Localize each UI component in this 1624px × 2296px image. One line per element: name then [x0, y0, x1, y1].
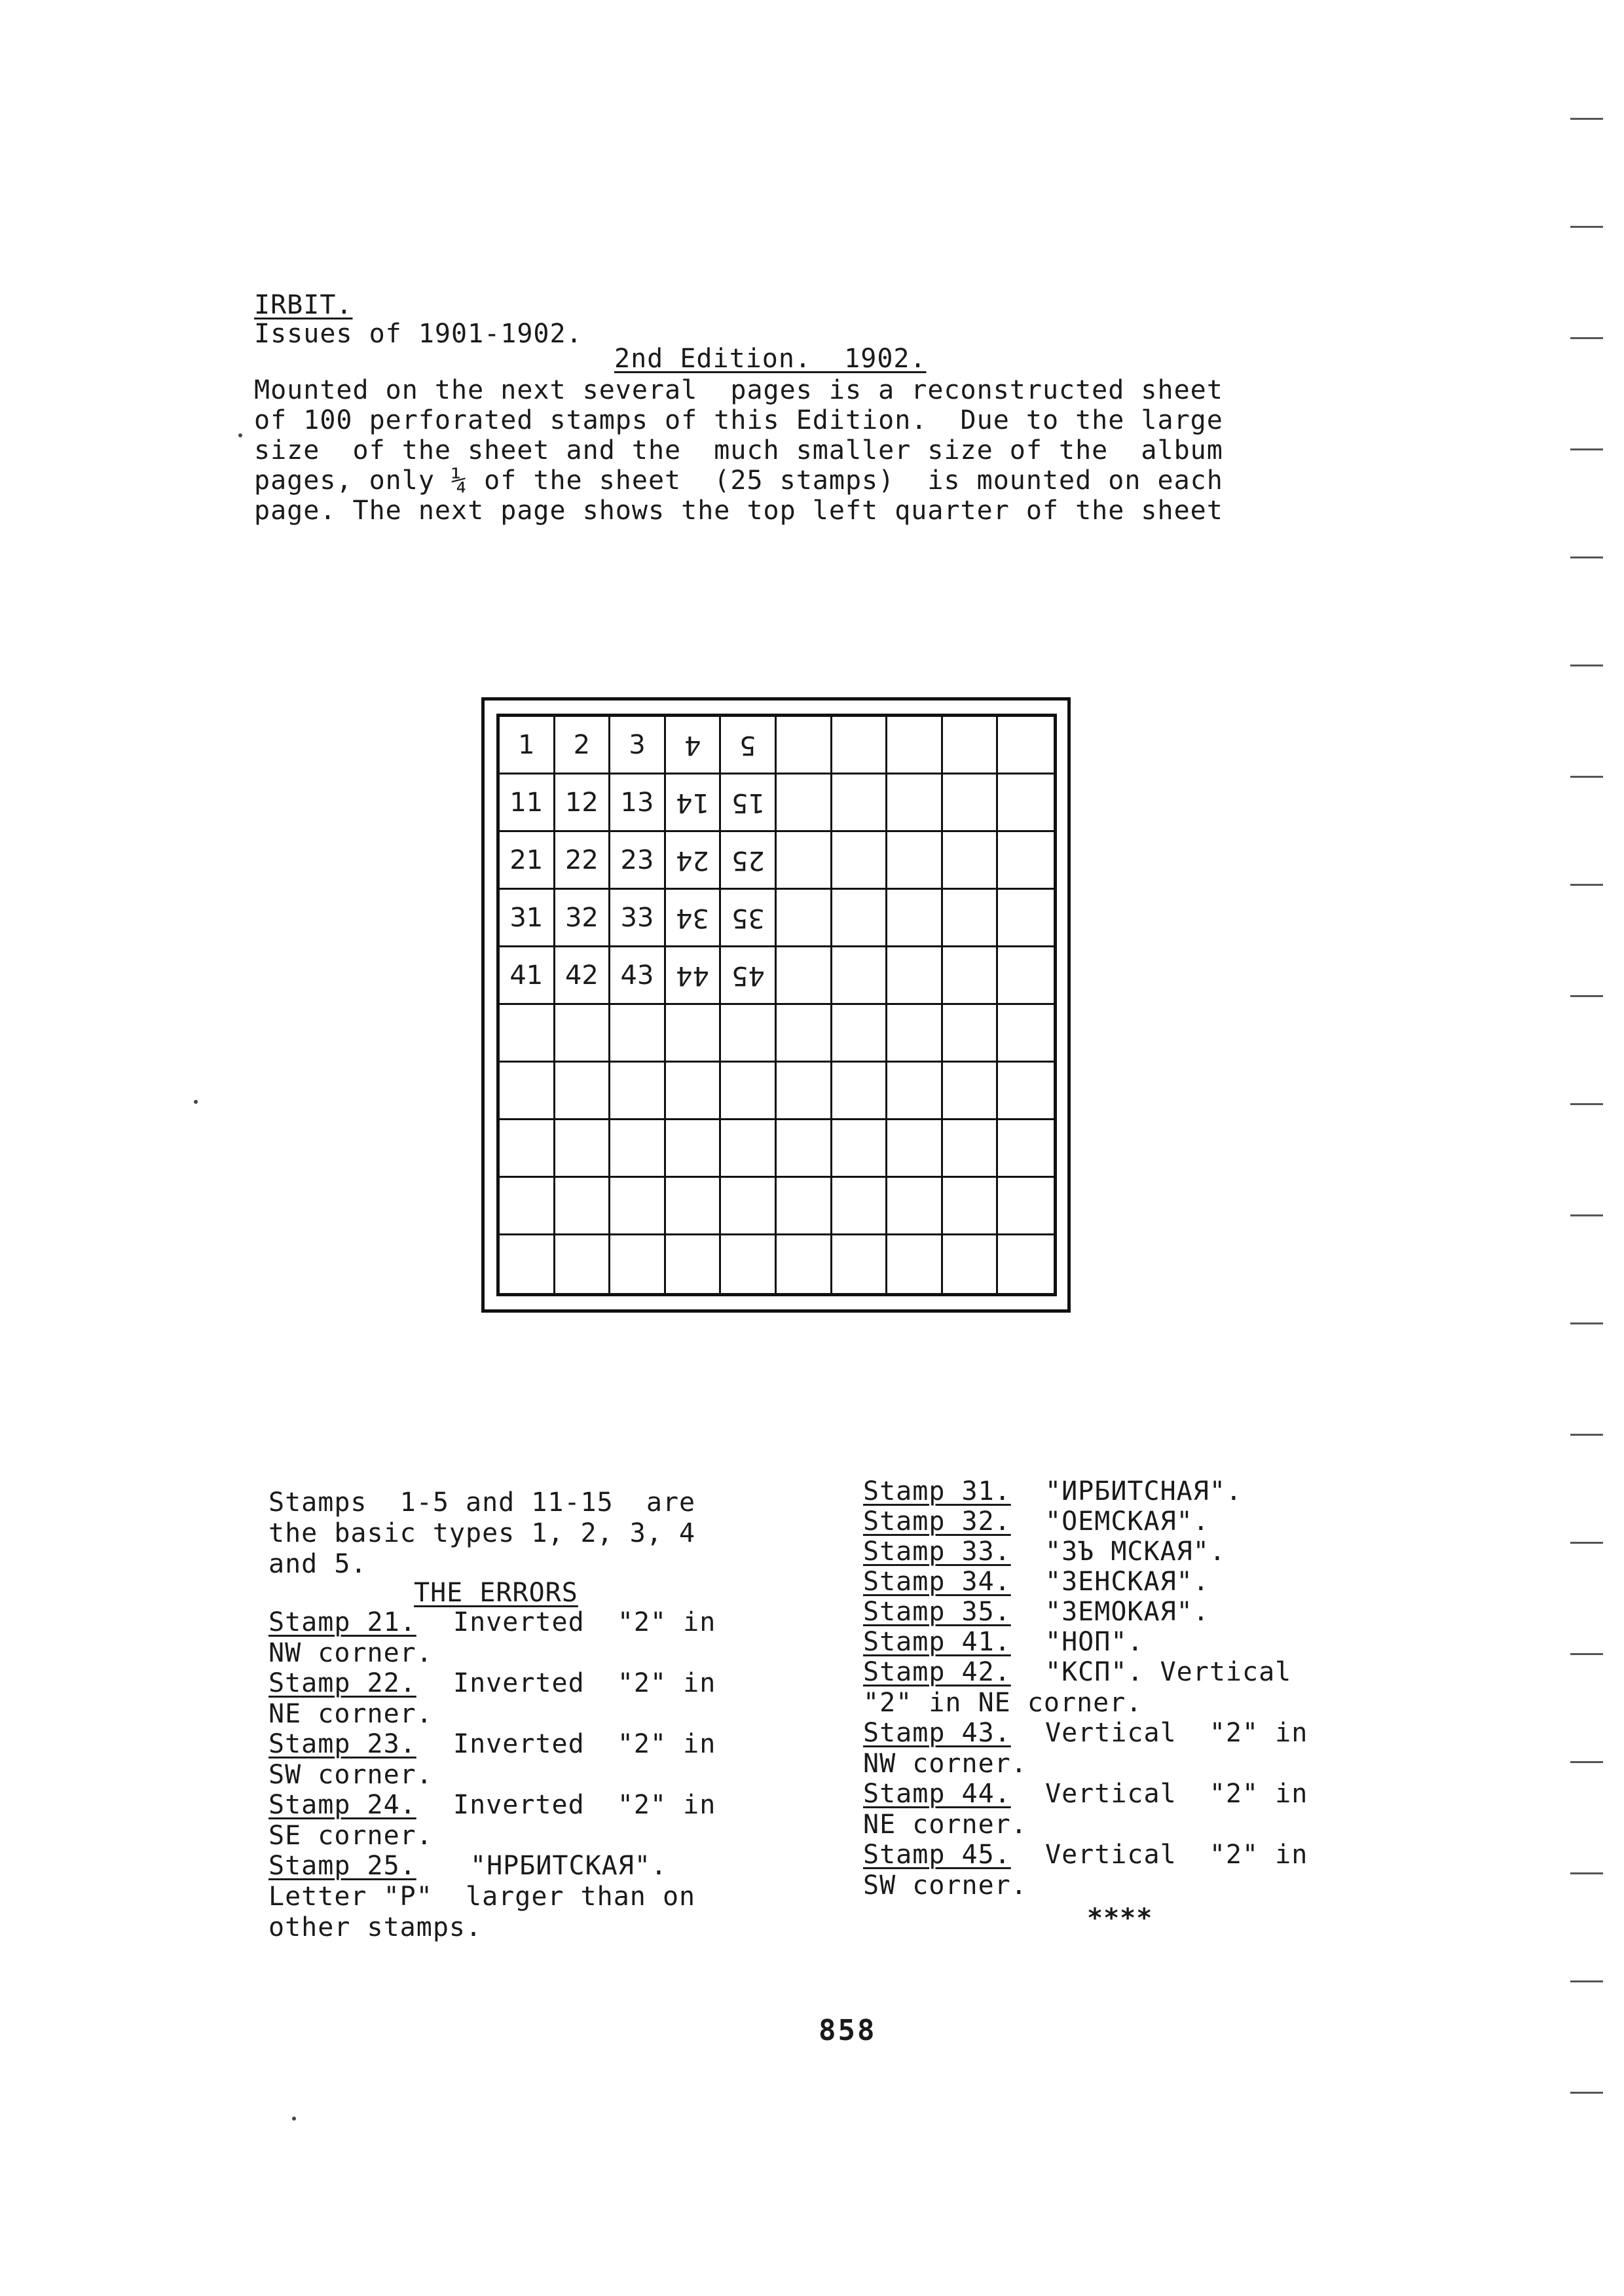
stamp-label: Stamp 21.: [268, 1607, 416, 1637]
stamp-description: NE corner.: [268, 1699, 433, 1729]
edge-mark: [1570, 118, 1603, 120]
edge-mark: [1570, 1103, 1603, 1105]
stamp-position-cell: [500, 832, 555, 890]
stamp-label: Stamp 43.: [863, 1718, 1011, 1748]
stamp-label: Stamp 31.: [863, 1476, 1011, 1506]
stamp-number: 22: [564, 845, 599, 875]
scan-speck: [194, 1100, 198, 1104]
stamp-position-cell: [610, 1235, 666, 1293]
stamp-description: Vertical "2" in: [1045, 1840, 1308, 1870]
sheet-diagram-frame: [481, 697, 1071, 1313]
stamp-position-cell: [777, 717, 832, 774]
edge-mark: [1570, 1872, 1603, 1874]
stamp-position-cell: [555, 774, 611, 832]
stamp-position-cell: [943, 890, 999, 947]
stamp-position-cell: [777, 774, 832, 832]
stamp-number: 41: [509, 960, 544, 991]
edge-mark: [1570, 226, 1603, 228]
basic-types-line: Stamps 1-5 and 11-15 are: [268, 1487, 696, 1518]
stamp-position-cell: [721, 1178, 777, 1235]
stamp-description: SW corner.: [268, 1760, 433, 1790]
stamp-position-cell: [555, 1178, 611, 1235]
stamp-description: "ИРБИТСНАЯ".: [1045, 1476, 1242, 1506]
stamp-position-cell: [887, 774, 943, 832]
stamp-position-cell: [943, 1120, 999, 1178]
stamp-position-cell: [777, 1120, 832, 1178]
stamp-position-cell: [721, 1120, 777, 1178]
edge-mark: [1570, 556, 1603, 558]
stamp-position-cell: [887, 947, 943, 1005]
stamp-position-cell: [721, 1005, 777, 1063]
edge-mark: [1570, 1434, 1603, 1436]
stamp-position-cell: [777, 1063, 832, 1120]
edge-mark: [1570, 337, 1603, 339]
stamp-position-cell: [777, 890, 832, 947]
stamp-number: 45: [731, 960, 765, 991]
stamp-number: 31: [509, 902, 544, 933]
edge-mark: [1570, 2092, 1603, 2094]
basic-types-line: the basic types 1, 2, 3, 4: [268, 1518, 696, 1548]
stamp-label: Stamp 24.: [268, 1790, 416, 1820]
stamp-position-cell: [721, 717, 777, 774]
stamp-description: NW corner.: [863, 1749, 1027, 1779]
stamp-number: 2: [573, 729, 591, 760]
stamp-label: Stamp 25.: [268, 1851, 416, 1881]
stamp-position-cell: [500, 774, 555, 832]
stamp-number: 21: [509, 845, 544, 875]
edge-mark: [1570, 884, 1603, 886]
issue-subtitle: Issues of 1901-1902.: [254, 319, 583, 349]
stamp-position-cell: [500, 890, 555, 947]
stamp-position-cell: [555, 1005, 611, 1063]
page-number: 858: [819, 2014, 877, 2047]
stamp-position-cell: [721, 832, 777, 890]
stamp-description: "КСП". Vertical: [1045, 1657, 1292, 1687]
stamp-position-cell: [610, 832, 666, 890]
stamp-position-cell: [832, 1120, 888, 1178]
stamp-position-cell: [998, 890, 1054, 947]
stamp-position-cell: [500, 1235, 555, 1293]
edge-mark: [1570, 1980, 1603, 1982]
stamp-description: Inverted "2" in: [453, 1607, 716, 1637]
stamp-position-cell: [998, 1120, 1054, 1178]
stamp-description: "ЗЕМОКАЯ".: [1045, 1597, 1209, 1627]
stamp-position-cell: [555, 1235, 611, 1293]
scan-speck: [238, 433, 242, 437]
stamp-number: 42: [564, 960, 599, 991]
stamp-position-cell: [832, 1235, 888, 1293]
edge-mark: [1570, 1322, 1603, 1324]
stamp-label: Stamp 34.: [863, 1567, 1011, 1597]
stamp-position-cell: [998, 947, 1054, 1005]
stamp-number: 13: [620, 787, 654, 818]
edge-mark: [1570, 1542, 1603, 1544]
stamp-number: 15: [731, 787, 765, 818]
page-title: IRBIT.: [254, 290, 353, 320]
stamp-position-cell: [832, 774, 888, 832]
stamp-description: NW corner.: [268, 1638, 433, 1668]
stamp-position-cell: [943, 717, 999, 774]
stamp-position-cell: [721, 774, 777, 832]
stamp-position-cell: [610, 890, 666, 947]
stamp-position-cell: [666, 947, 722, 1005]
stamp-position-cell: [887, 1120, 943, 1178]
stamp-position-cell: [998, 1005, 1054, 1063]
intro-line: of 100 perforated stamps of this Edition. Due to the large: [254, 405, 1223, 435]
stamp-position-cell: [500, 1063, 555, 1120]
stamp-label: Stamp 22.: [268, 1668, 416, 1698]
stamp-position-cell: [998, 832, 1054, 890]
stamp-number: 1: [518, 729, 535, 760]
stamp-position-cell: [943, 947, 999, 1005]
stamp-position-cell: [832, 717, 888, 774]
stamp-position-cell: [555, 717, 611, 774]
stamp-position-cell: [832, 947, 888, 1005]
edge-mark: [1570, 995, 1603, 997]
stamp-description: Inverted "2" in: [453, 1729, 716, 1759]
edge-mark: [1570, 1761, 1603, 1763]
stamp-position-cell: [998, 1178, 1054, 1235]
stamp-description: "2" in NE corner.: [863, 1688, 1143, 1718]
stamp-position-cell: [998, 1235, 1054, 1293]
stamp-position-cell: [610, 1120, 666, 1178]
stamp-position-cell: [500, 717, 555, 774]
stamp-position-cell: [666, 1005, 722, 1063]
stamp-position-cell: [943, 1063, 999, 1120]
stamp-description: NE corner.: [863, 1810, 1027, 1840]
intro-line: pages, only ¼ of the sheet (25 stamps) is mounted on each: [254, 465, 1223, 496]
stamp-label: Stamp 41.: [863, 1627, 1011, 1657]
stamp-number: 14: [676, 787, 710, 818]
stamp-position-cell: [777, 1005, 832, 1063]
stamp-position-cell: [610, 1005, 666, 1063]
stamp-position-cell: [666, 1178, 722, 1235]
stamp-number: 43: [620, 960, 654, 991]
stamp-number: 3: [629, 729, 646, 760]
edge-mark: [1570, 665, 1603, 666]
stamp-position-cell: [943, 1235, 999, 1293]
intro-line: size of the sheet and the much smaller size of the album: [254, 435, 1223, 465]
stamp-position-cell: [998, 717, 1054, 774]
stamp-position-cell: [555, 1063, 611, 1120]
stamp-label: Stamp 42.: [863, 1657, 1011, 1687]
stamp-position-cell: [610, 947, 666, 1005]
stamp-description: Vertical "2" in: [1045, 1779, 1308, 1809]
stamp-description: SE corner.: [268, 1821, 433, 1851]
stamp-number: 12: [564, 787, 599, 818]
stamp-position-cell: [832, 1178, 888, 1235]
stamp-position-cell: [887, 1235, 943, 1293]
stamp-number: 35: [731, 902, 765, 933]
stamp-position-cell: [610, 717, 666, 774]
stamp-position-cell: [721, 890, 777, 947]
stamp-number: 23: [620, 845, 654, 875]
sheet-grid: [500, 717, 1054, 1293]
stamp-description: "НРБИТСКАЯ".: [470, 1851, 667, 1881]
stamp-position-cell: [500, 1005, 555, 1063]
edge-mark: [1570, 1214, 1603, 1216]
stamp-description: Inverted "2" in: [453, 1790, 716, 1820]
stamp-description: SW corner.: [863, 1870, 1027, 1901]
stamp-position-cell: [666, 832, 722, 890]
stamp-position-cell: [777, 1178, 832, 1235]
stamp-position-cell: [887, 1178, 943, 1235]
stamp-position-cell: [887, 717, 943, 774]
stamp-position-cell: [943, 832, 999, 890]
stamp-position-cell: [943, 1005, 999, 1063]
stamp-label: Stamp 33.: [863, 1537, 1011, 1567]
stamp-position-cell: [666, 890, 722, 947]
stamp-number: 5: [739, 729, 756, 760]
stamp-position-cell: [666, 774, 722, 832]
stamp-description: "ЗЕНСКАЯ".: [1045, 1567, 1209, 1597]
stamp-position-cell: [666, 1063, 722, 1120]
edition-heading: 2nd Edition. 1902.: [614, 344, 927, 374]
stamp-position-cell: [998, 774, 1054, 832]
stamp-position-cell: [887, 890, 943, 947]
stamp-number: 4: [684, 729, 701, 760]
intro-line: page. The next page shows the top left quarter of the sheet: [254, 496, 1223, 526]
stamp-description: "ОЕМСКАЯ".: [1045, 1506, 1209, 1537]
stamp-position-cell: [666, 1120, 722, 1178]
edge-mark: [1570, 448, 1603, 450]
stamp-number: 32: [564, 902, 599, 933]
stamp-label: Stamp 23.: [268, 1729, 416, 1759]
stamp-position-cell: [721, 1063, 777, 1120]
stamp-position-cell: [832, 890, 888, 947]
edge-mark: [1570, 1653, 1603, 1655]
errors-heading: THE ERRORS: [414, 1578, 578, 1608]
stamp-position-cell: [666, 717, 722, 774]
stamp-position-cell: [943, 1178, 999, 1235]
stamp-label: Stamp 44.: [863, 1779, 1011, 1809]
stamp-position-cell: [666, 1235, 722, 1293]
end-mark: ****: [1087, 1903, 1153, 1933]
stamp-position-cell: [721, 1235, 777, 1293]
stamp-position-cell: [832, 1063, 888, 1120]
stamp-position-cell: [555, 890, 611, 947]
stamp-position-cell: [555, 1120, 611, 1178]
stamp-position-cell: [887, 832, 943, 890]
basic-types-line: and 5.: [268, 1549, 367, 1579]
stamp-number: 24: [676, 845, 710, 875]
stamp-position-cell: [943, 774, 999, 832]
stamp-position-cell: [887, 1005, 943, 1063]
stamp-position-cell: [500, 1120, 555, 1178]
stamp-description: other stamps.: [268, 1912, 483, 1942]
stamp-position-cell: [721, 947, 777, 1005]
stamp-position-cell: [610, 1063, 666, 1120]
stamp-position-cell: [777, 947, 832, 1005]
stamp-number: 34: [676, 902, 710, 933]
stamp-position-cell: [610, 1178, 666, 1235]
stamp-label: Stamp 35.: [863, 1597, 1011, 1627]
stamp-description: Letter "P" larger than on: [268, 1882, 696, 1912]
stamp-description: "ЗЪ МСКАЯ".: [1045, 1537, 1226, 1567]
stamp-position-cell: [500, 947, 555, 1005]
stamp-number: 25: [731, 845, 765, 875]
stamp-description: "НОП".: [1045, 1627, 1144, 1657]
stamp-position-cell: [887, 1063, 943, 1120]
stamp-description: Inverted "2" in: [453, 1668, 716, 1698]
stamp-position-cell: [998, 1063, 1054, 1120]
stamp-number: 44: [676, 960, 710, 991]
stamp-position-cell: [555, 832, 611, 890]
sheet-diagram: [496, 714, 1057, 1296]
stamp-number: 11: [509, 787, 544, 818]
stamp-position-cell: [500, 1178, 555, 1235]
stamp-label: Stamp 32.: [863, 1506, 1011, 1537]
stamp-position-cell: [832, 832, 888, 890]
stamp-position-cell: [832, 1005, 888, 1063]
scan-speck: [292, 2117, 296, 2121]
stamp-label: Stamp 45.: [863, 1840, 1011, 1870]
intro-line: Mounted on the next several pages is a reconstructed sheet: [254, 375, 1223, 405]
edge-mark: [1570, 776, 1603, 778]
stamp-position-cell: [777, 1235, 832, 1293]
stamp-position-cell: [555, 947, 611, 1005]
stamp-position-cell: [610, 774, 666, 832]
stamp-position-cell: [777, 832, 832, 890]
stamp-description: Vertical "2" in: [1045, 1718, 1308, 1748]
stamp-number: 33: [620, 902, 654, 933]
